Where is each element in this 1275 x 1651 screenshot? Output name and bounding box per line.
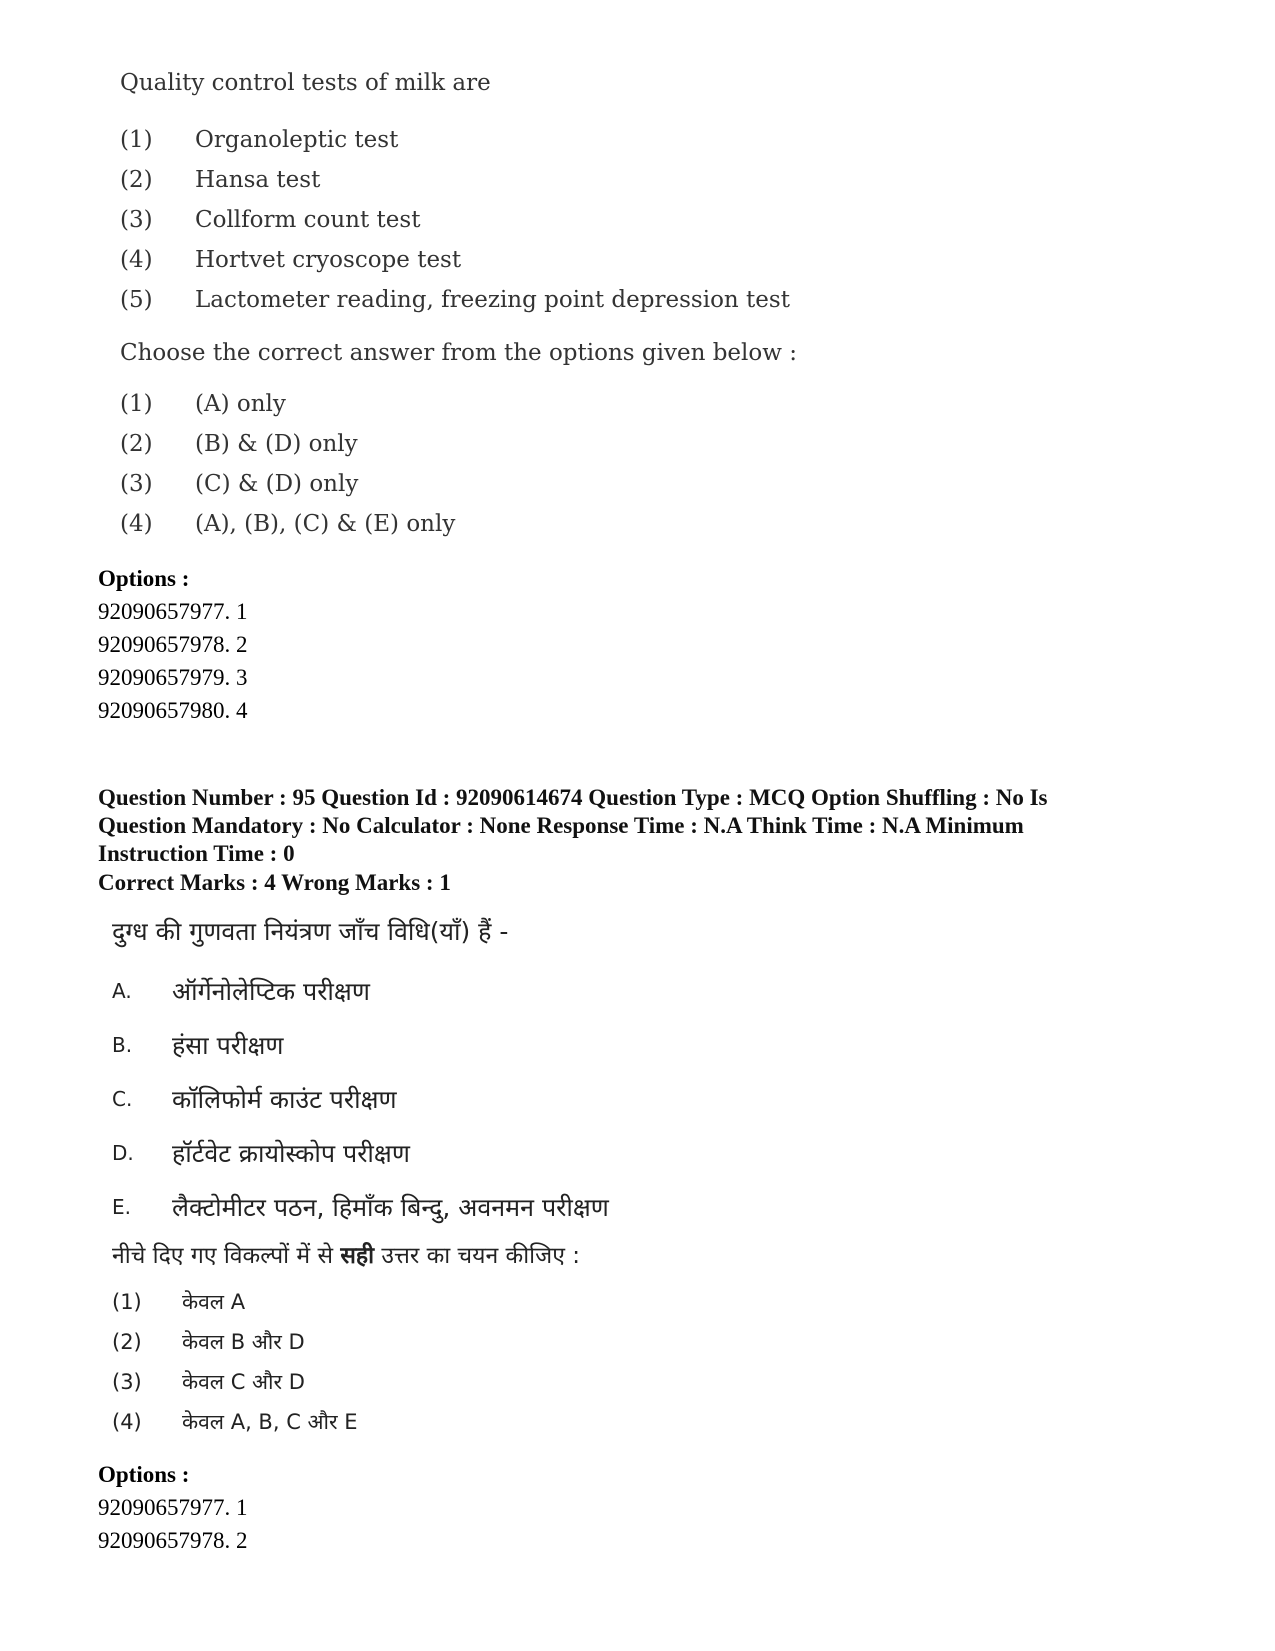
list-item: [112, 1018, 1012, 1072]
answer-choice: [112, 1362, 1012, 1402]
choice-number: (1): [112, 1290, 142, 1314]
item-letter: E.: [112, 1195, 131, 1219]
question-stem-english: Quality control tests of milk are: [120, 70, 491, 96]
item-text: हंसा परीक्षण: [172, 1031, 284, 1060]
item-number: (1): [120, 127, 153, 153]
choice-number: (2): [112, 1330, 142, 1354]
item-letter: A.: [112, 979, 132, 1003]
item-text: ऑर्गेनोलेप्टिक परीक्षण: [172, 977, 370, 1006]
item-text: कॉलिफोर्म काउंट परीक्षण: [172, 1085, 397, 1114]
choice-number: (2): [120, 431, 153, 457]
choice-number: (4): [120, 511, 153, 537]
options-list-bottom: [98, 1458, 248, 1557]
option-line: 92090657979. 3: [98, 665, 248, 690]
list-item: [120, 120, 920, 160]
choice-text: (B) & (D) only: [195, 431, 358, 457]
option-line: 92090657978. 2: [98, 632, 248, 657]
item-text: Hortvet cryoscope test: [195, 247, 462, 273]
marks-info: Correct Marks : 4 Wrong Marks : 1: [98, 870, 451, 895]
choice-number: (3): [112, 1370, 142, 1394]
list-item: [120, 200, 920, 240]
answer-choice: [120, 464, 920, 504]
option-line: 92090657977. 1: [98, 1495, 248, 1520]
choice-text: (A) only: [195, 391, 286, 417]
item-text: Collform count test: [195, 207, 421, 233]
list-item: [120, 160, 920, 200]
answer-choice: [112, 1322, 1012, 1362]
item-number: (5): [120, 287, 153, 313]
hindi-question-block: [112, 912, 1012, 1442]
options-list-top: [98, 562, 248, 727]
question-stem-hindi: दुग्ध की गुणवता नियंत्रण जाँच विधि(याँ) हैं -: [112, 917, 509, 946]
instruction-emphasis: सही: [340, 1243, 375, 1269]
item-text: Lactometer reading, freezing point depression test: [195, 287, 790, 313]
item-number: (4): [120, 247, 153, 273]
choice-text: (C) & (D) only: [195, 471, 359, 497]
item-text: Hansa test: [195, 167, 321, 193]
item-text: हॉर्टवेट क्रायोस्कोप परीक्षण: [172, 1139, 410, 1168]
choice-text: केवल C और D: [182, 1370, 305, 1394]
choice-number: (4): [112, 1410, 142, 1434]
list-item: [112, 1180, 1012, 1234]
answer-instruction-english: Choose the correct answer from the options given below :: [120, 340, 797, 366]
list-item: [120, 280, 920, 320]
option-line: 92090657978. 2: [98, 1528, 248, 1553]
list-item: [112, 1072, 1012, 1126]
english-question-block: [120, 68, 920, 544]
item-letter: B.: [112, 1033, 133, 1057]
item-text: लैक्टोमीटर पठन, हिमाँक बिन्दु, अवनमन परीक्षण: [172, 1193, 609, 1222]
item-number: (2): [120, 167, 153, 193]
list-item: [112, 964, 1012, 1018]
answer-choice: [112, 1282, 1012, 1322]
choice-text: (A), (B), (C) & (E) only: [195, 511, 456, 537]
options-label: Options :: [98, 566, 190, 591]
item-number: (3): [120, 207, 153, 233]
list-item: [120, 240, 920, 280]
answer-choice: [120, 384, 920, 424]
answer-instruction-hindi: [112, 1234, 1012, 1282]
item-letter: D.: [112, 1141, 134, 1165]
choice-number: (1): [120, 391, 153, 417]
question-info: Question Number : 95 Question Id : 92090614674 Question Type : MCQ Option Shuffling : No Is Question Mandatory : No Calculator : None Response Time : N.A Think Time : N.A Minimum Instruction Time : 0: [98, 785, 1048, 866]
option-line: 92090657977. 1: [98, 599, 248, 624]
choice-text: केवल A, B, C और E: [182, 1410, 358, 1434]
instruction-post: उत्तर का चयन कीजिए :: [374, 1243, 580, 1269]
choice-number: (3): [120, 471, 153, 497]
instruction-pre: नीचे दिए गए विकल्पों में से: [112, 1243, 341, 1269]
item-text: Organoleptic test: [195, 127, 399, 153]
option-line: 92090657980. 4: [98, 698, 248, 723]
choice-text: केवल B और D: [182, 1330, 305, 1354]
answer-choice: [112, 1402, 1012, 1442]
list-item: [112, 1126, 1012, 1180]
options-label: Options :: [98, 1462, 190, 1487]
item-letter: C.: [112, 1087, 133, 1111]
answer-choice: [120, 424, 920, 464]
choice-text: केवल A: [182, 1290, 246, 1314]
answer-choice: [120, 504, 920, 544]
